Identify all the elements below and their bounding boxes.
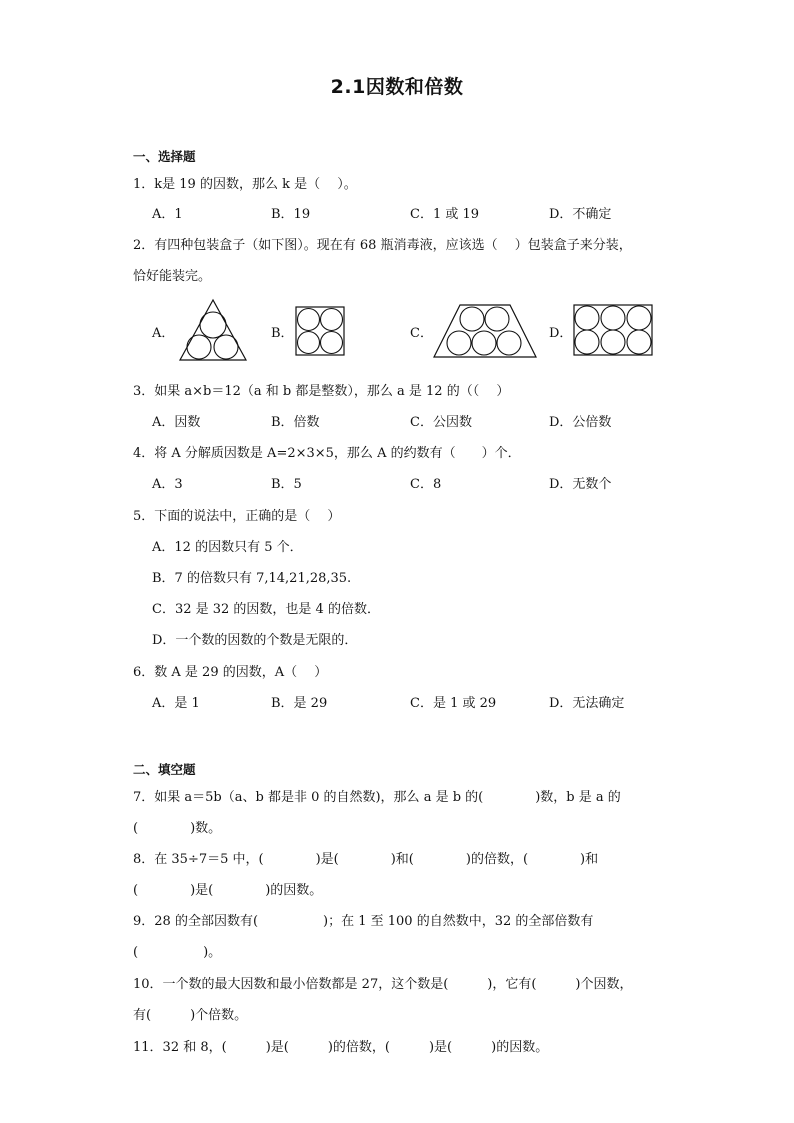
question-2-stem-line2: 恰好能装完。 [133,269,212,284]
question-1-option-b: B．19 [271,207,311,222]
question-6-option-b: B．是 29 [271,696,328,711]
question-6-option-c: C．是 1 或 29 [410,696,497,711]
question-6-stem: 6．数 A 是 29 的因数，A（ ） [133,665,328,680]
question-4-option-c: C．8 [410,477,442,492]
question-4-option-d: D．无数个 [549,477,612,492]
question-11-line1: 11．32 和 8，( )是( )的倍数，( )是( )的因数。 [133,1040,549,1055]
question-3-stem: 3．如果 a×b＝12（a 和 b 都是整数），那么 a 是 12 的（（ ） [133,384,510,399]
rectangle-box-figure [573,304,653,356]
question-2-option-a: A． [152,326,175,341]
question-2-stem-line1: 2．有四种包装盒子（如下图）。现在有 68 瓶消毒液，应该选（ ）包装盒子来分装， [133,238,632,253]
question-10-line2: 有( )个倍数。 [133,1008,248,1023]
question-3-option-b: B．倍数 [271,415,320,430]
question-1-option-a: A．1 [152,207,183,222]
trapezoid-box-figure [433,304,537,358]
question-7-line2: ( )数。 [133,821,222,836]
question-2-option-b: B． [271,326,294,341]
question-2-option-c: C． [410,326,433,341]
square-box-figure [295,306,345,356]
question-3-option-d: D．公倍数 [549,415,612,430]
question-8-line2: ( )是( )的因数。 [133,883,323,898]
question-5-option-d: D．一个数的因数的个数是无限的． [152,633,358,648]
page-title: 2.1因数和倍数 [330,76,464,98]
question-1-stem: 1．k是 19 的因数，那么 k 是（ ）。 [133,177,357,192]
question-6-option-a: A．是 1 [152,696,200,711]
question-1-option-d: D．不确定 [549,207,612,222]
question-8-line1: 8．在 35÷7＝5 中，( )是( )和( )的倍数，( )和 [133,852,599,867]
question-9-line2: ( )。 [133,945,222,960]
question-9-line1: 9．28 的全部因数有( )；在 1 至 100 的自然数中，32 的全部倍数有 [133,914,594,929]
question-5-option-c: C．32 是 32 的因数，也是 4 的倍数． [152,602,380,617]
question-4-option-a: A．3 [152,477,183,492]
section-heading-fill: 二、填空题 [133,762,196,777]
question-3-option-a: A．因数 [152,415,201,430]
question-10-line1: 10．一个数的最大因数和最小倍数都是 27，这个数是( )，它有( )个因数， [133,977,633,992]
question-6-option-d: D．无法确定 [549,696,625,711]
section-heading-choice: 一、选择题 [133,149,196,164]
question-4-option-b: B．5 [271,477,302,492]
question-1-option-c: C．1 或 19 [410,207,480,222]
question-5-stem: 5．下面的说法中，正确的是（ ） [133,509,341,524]
question-5-option-b: B．7 的倍数只有 7,14,21,28,35. [152,571,352,586]
question-5-option-a: A．12 的因数只有 5 个． [152,540,303,555]
question-3-option-c: C．公因数 [410,415,472,430]
question-7-line1: 7．如果 a＝5b（a、b 都是非 0 的自然数)，那么 a 是 b 的( )数，b 是 a 的 [133,790,621,805]
question-4-stem: 4．将 A 分解质因数是 A=2×3×5，那么 A 的约数有（ ）个． [133,446,521,461]
triangle-box-figure [178,298,248,362]
question-2-option-d: D． [549,326,573,341]
